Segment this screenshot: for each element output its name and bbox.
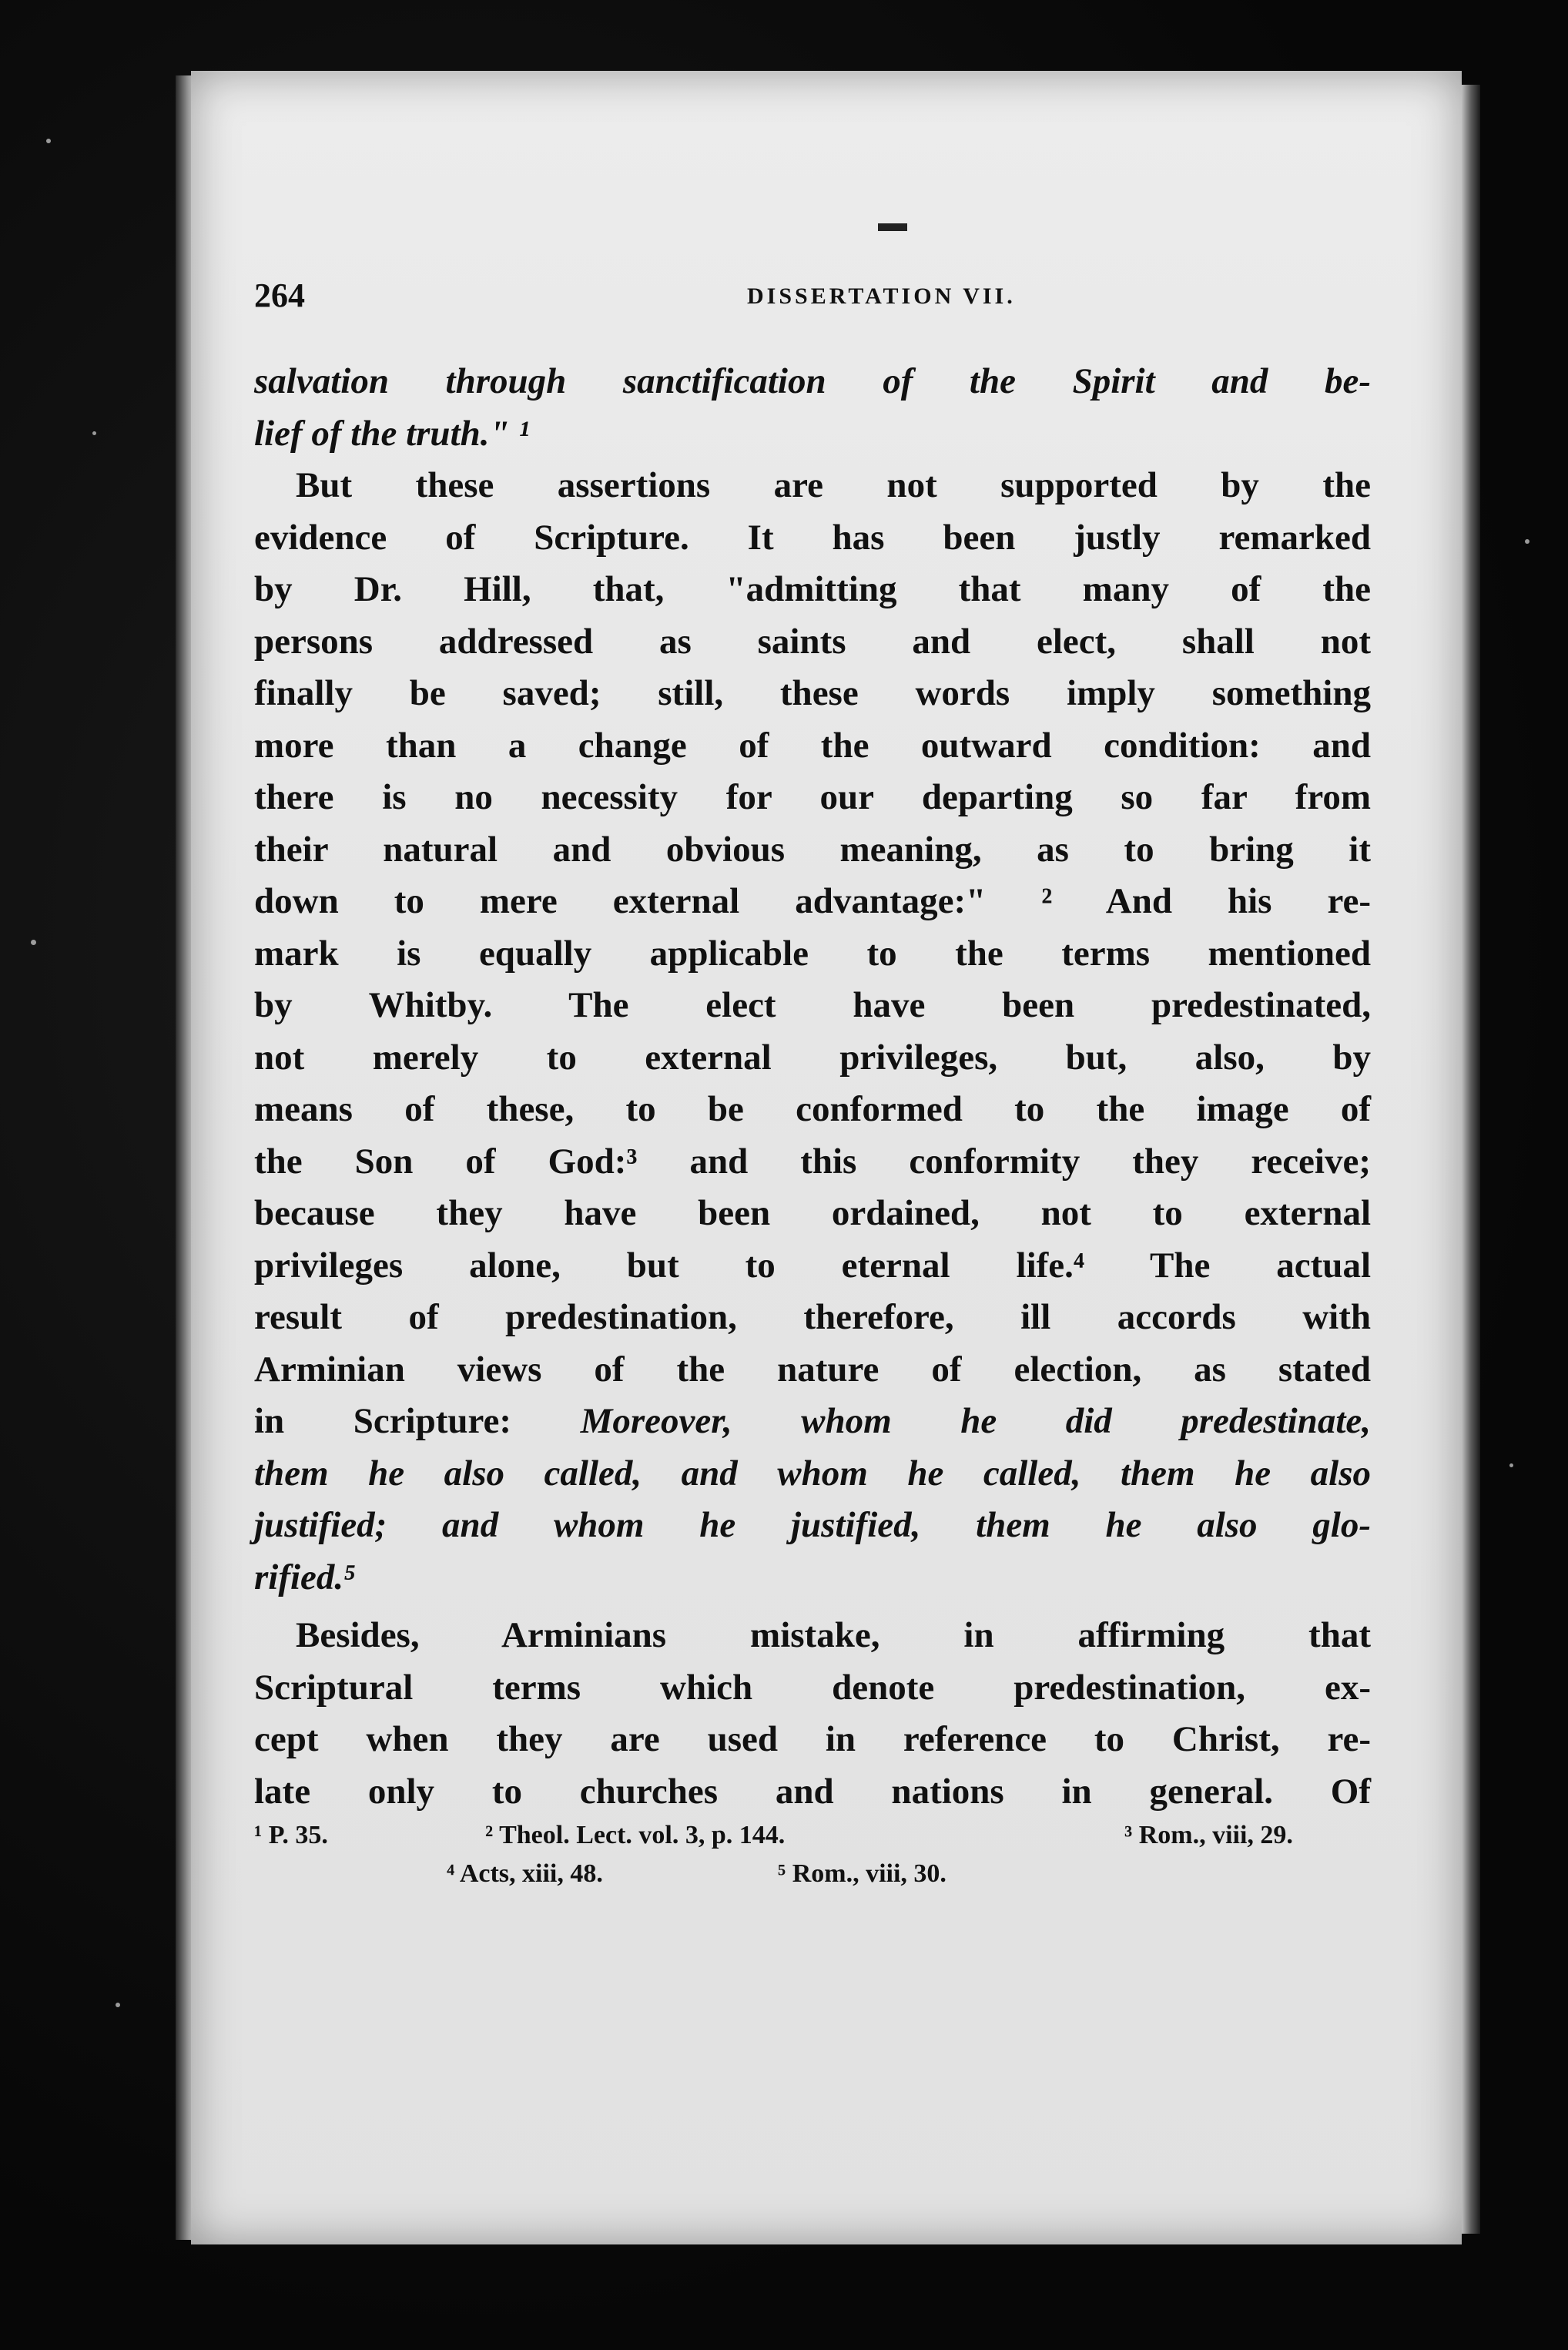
footnote-1: ¹ P. 35.: [254, 1821, 328, 1849]
text-line: not merely to external privileges, but, also, by: [254, 1037, 1371, 1078]
footnote-3: ³ Rom., viii, 29.: [1124, 1821, 1293, 1849]
running-head: [254, 276, 1371, 322]
print-mark: [878, 223, 907, 231]
dust-speck: [46, 139, 51, 143]
text-line: finally be saved; still, these words imply something: [254, 673, 1371, 713]
text-line: mark is equally applicable to the terms mentioned: [254, 933, 1371, 974]
text-line: because they have been ordained, not to external: [254, 1193, 1371, 1233]
page-edge-right: [1462, 85, 1480, 2234]
footnote-2: ² Theol. Lect. vol. 3, p. 144.: [485, 1821, 786, 1849]
text-line: persons addressed as saints and elect, shall not: [254, 621, 1371, 662]
roman-text: in Scripture:: [254, 1401, 581, 1441]
text-line: salvation through sanctification of the Spirit and be-: [254, 361, 1371, 401]
text-line: cept when they are used in reference to Christ, re-: [254, 1719, 1371, 1759]
text-line: result of predestination, therefore, ill accords with: [254, 1297, 1371, 1337]
footnote-line: [254, 1818, 1371, 1853]
footnote-line: [254, 1856, 1371, 1892]
text-line: lief of the truth." ¹: [254, 413, 530, 454]
page-number: 264: [254, 277, 305, 314]
text-line: the Son of God:³ and this conformity they receive;: [254, 1141, 1371, 1182]
text-line: evidence of Scripture. It has been justly remarked: [254, 517, 1371, 558]
footnote-5: ⁵ Rom., viii, 30.: [778, 1859, 946, 1888]
dust-speck: [1525, 539, 1529, 544]
text-line: justified; and whom he justified, them he also glo-: [254, 1505, 1371, 1545]
text-line: more than a change of the outward condition: and: [254, 725, 1371, 766]
text-line: means of these, to be conformed to the image of: [254, 1089, 1371, 1129]
text-line: them he also called, and whom he called, them he also: [254, 1453, 1371, 1493]
dust-speck: [1509, 1463, 1513, 1467]
text-line: by Dr. Hill, that, "admitting that many of the: [254, 569, 1371, 609]
dust-speck: [31, 940, 36, 945]
dust-speck: [116, 2003, 120, 2007]
text-line: by Whitby. The elect have been predestinated,: [254, 985, 1371, 1025]
text-line: But these assertions are not supported by the: [296, 465, 1371, 505]
text-line: Scriptural terms which denote predestination, ex-: [254, 1667, 1371, 1708]
text-line: Besides, Arminians mistake, in affirming that: [296, 1615, 1371, 1655]
text-line: their natural and obvious meaning, as to bring it: [254, 829, 1371, 870]
text-line: Arminian views of the nature of election, as stated: [254, 1349, 1371, 1390]
footnote-4: ⁴ Acts, xiii, 48.: [447, 1859, 603, 1888]
text-line: rified.⁵: [254, 1557, 357, 1597]
text-line: down to mere external advantage:" ² And his re-: [254, 881, 1371, 921]
text-line: [254, 1398, 1371, 1444]
text-line: privileges alone, but to eternal life.⁴ The actual: [254, 1245, 1371, 1286]
italic-text: Moreover, whom he did predestinate,: [580, 1401, 1371, 1441]
text-line: late only to churches and nations in general. Of: [254, 1771, 1371, 1812]
text-line: there is no necessity for our departing so far from: [254, 777, 1371, 817]
running-title: DISSERTATION VII.: [747, 283, 1016, 309]
dust-speck: [92, 431, 96, 435]
